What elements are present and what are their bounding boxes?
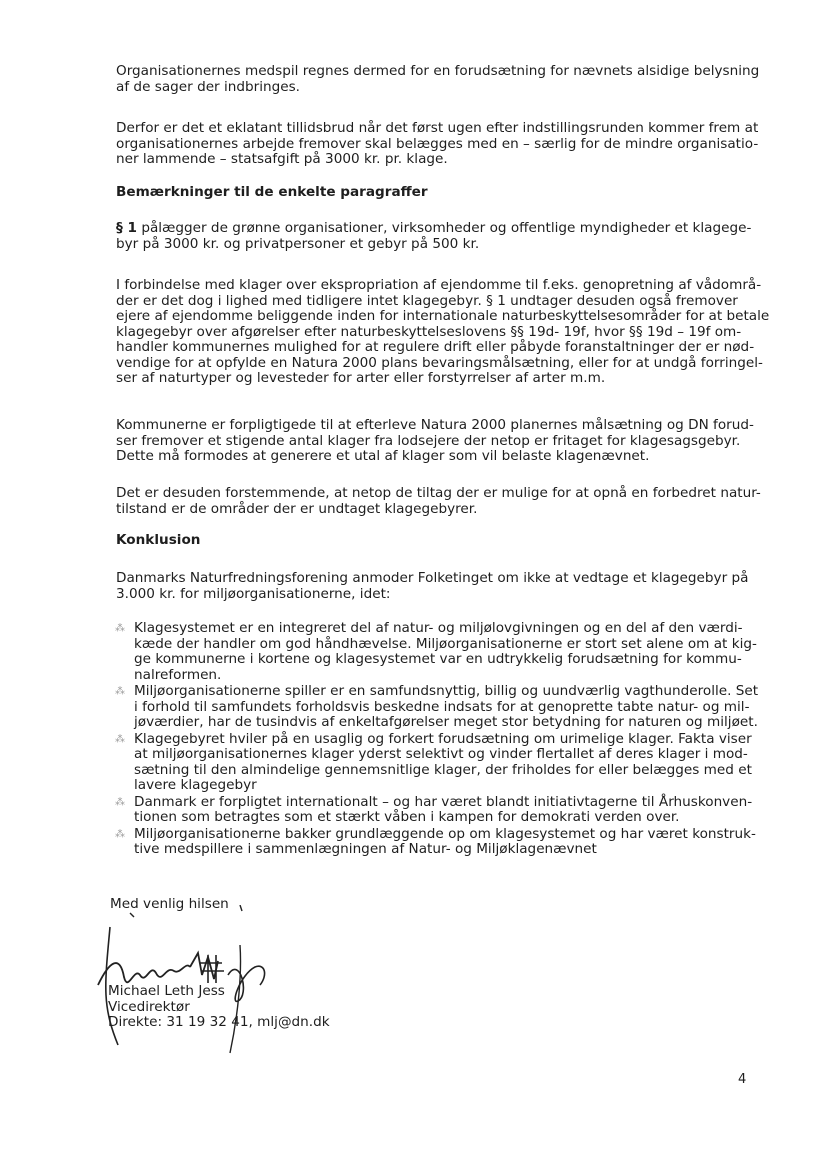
text-line: I forbindelse med klager over ekspropriation af ejendomme til f.eks. genopretning af vådområ-: [116, 277, 762, 293]
text-line: byr på 3000 kr. og privatpersoner et gebyr på 500 kr.: [116, 235, 480, 252]
paragraph-municipalities: [116, 418, 756, 465]
paragraph-disheartening: [116, 485, 761, 517]
text-line: Miljøorganisationerne bakker grundlæggende op om klagesystemet og har været konstruk-: [134, 825, 756, 842]
text-line: nalreformen.: [134, 666, 222, 683]
text-line: ejere af ejendomme beliggende inden for internationale naturbeskyttelsesområder for at betale: [116, 308, 770, 324]
text-line: [116, 221, 756, 237]
section-1-paragraph: [116, 221, 756, 252]
text-line: tilstand er de områder der er undtaget klagegebyrer.: [116, 500, 478, 517]
text-line: Miljøorganisationerne spiller er en samfundsnyttig, billig og uundværlig vagthunderolle. Set: [134, 683, 759, 699]
list-item: [112, 732, 762, 794]
text-line: klagegebyr over afgørelser efter naturbeskyttelseslovens §§ 19d- 19f, hvor §§ 19d – 19f om-: [116, 323, 742, 340]
list-item: [112, 795, 762, 826]
text-line: at miljøorganisationernes klager yderst selektivt og vinder flertallet af deres klager i mod-: [134, 746, 748, 762]
closing-salutation: Med venlig hilsen: [110, 896, 229, 912]
signer-block: [108, 984, 408, 1031]
text-line: tionen som betragtes som et stærkt våben i kampen for demokrati verden over.: [134, 809, 680, 825]
text-line: kæde der handler om god håndhævelse. Miljøorganisationerne er stort set alene om at kig-: [134, 635, 757, 652]
text-line: ner lammende – statsafgift på 3000 kr. pr. klage.: [116, 151, 448, 167]
conclusion-intro: [116, 571, 756, 602]
text-line: lavere klagegebyr: [134, 777, 257, 793]
text-line: Kommunerne er forpligtigede til at efterleve Natura 2000 planernes målsætning og DN forud-: [116, 417, 754, 433]
list-item: [112, 827, 762, 858]
text-line: ge kommunerne i kortene og klagesystemet var en udtrykkelig forudsætning for kommu-: [134, 651, 742, 667]
paragraph-ref: § 1: [116, 220, 137, 236]
text-line: der er det dog i lighed med tidligere intet klagegebyr. § 1 undtager desuden også fremover: [116, 292, 738, 309]
bullet-icon: ⁂: [115, 828, 125, 840]
handwritten-signature: [90, 905, 280, 1055]
text-line: 3.000 kr. for miljøorganisationerne, idet:: [116, 585, 391, 602]
text-line: ser fremover et stigende antal klager fra lodsejere der netop er fritaget for klagesagsgebyr.: [116, 432, 741, 449]
signer-contact: Direkte: 31 19 32 41, mlj@dn.dk: [108, 1014, 330, 1030]
text-line: organisationernes arbejde fremover skal belægges med en – særlig for de mindre organisatio-: [116, 135, 759, 152]
list-item: [112, 621, 762, 683]
section-heading-conclusion: [116, 533, 756, 549]
text-line: sætning til den almindelige gennemsnitlige klager, der friholdes for eller belægges med et: [134, 761, 752, 778]
text-run: pålægger de grønne organisationer, virksomheder og offentlige myndigheder et klagege-: [137, 220, 752, 236]
text-line: handler kommunernes mulighed for at regulere drift eller påbyde foranstaltninger der er nød-: [116, 339, 755, 355]
paragraph-expropriation: [116, 277, 770, 387]
text-line: Det er desuden forstemmende, at netop de tiltag der er mulige for at opnå en forbedret natur-: [116, 485, 761, 501]
text-line: af de sager der indbringes.: [116, 78, 300, 95]
signer-name: Michael Leth Jess: [108, 983, 225, 999]
section-heading-paragraphs: [116, 185, 756, 201]
list-item: [112, 684, 762, 731]
heading-text: Konklusion: [116, 532, 201, 548]
text-line: ser af naturtyper og levesteder for arter eller forstyrrelser af arter m.m.: [116, 370, 606, 386]
paragraph-2: [116, 120, 759, 168]
bullet-icon: ⁂: [115, 686, 125, 697]
bullet-icon: ⁂: [115, 623, 125, 634]
conclusion-bullet-list: [112, 621, 762, 859]
text-line: Danmarks Naturfredningsforening anmoder Folketinget om ikke at vedtage et klagegebyr på: [116, 570, 749, 586]
paragraph-1: [116, 63, 760, 95]
text-line: Klagegebyret hviler på en usaglig og forkert forudsætning om urimelige klager. Fakta viser: [134, 730, 752, 747]
text-line: Klagesystemet er en integreret del af natur- og miljølovgivningen og en del af den værdi-: [134, 620, 743, 636]
text-line: Dette må formodes at generere et utal af klager som vil belaste klagenævnet.: [116, 448, 650, 464]
text-line: i forhold til samfundets forholdsvis beskedne indsats for at genoprette tabte natur- og mil-: [134, 698, 750, 715]
signer-title: Vicedirektør: [108, 998, 190, 1015]
text-line: Organisationernes medspil regnes dermed for en forudsætning for nævnets alsidige belysning: [116, 63, 760, 79]
text-line: vendige for at opfylde en Natura 2000 plans bevaringsmålsætning, eller for at undgå forringel-: [116, 354, 763, 371]
text-line: tive medspillere i sammenlægningen af Natur- og Miljøklagenævnet: [134, 841, 597, 857]
text-line: jøværdier, har de tusindvis af enkeltafgørelser meget stor betydning for naturen og miljøet.: [134, 714, 758, 730]
bullet-icon: ⁂: [115, 796, 125, 808]
heading-text: Bemærkninger til de enkelte paragraffer: [116, 184, 428, 200]
text-line: Danmark er forpligtet internationalt – og har været blandt initiativtagerne til Århuskonven-: [134, 793, 753, 810]
text-line: Derfor er det et eklatant tillidsbrud når det først ugen efter indstillingsrunden kommer frem at: [116, 120, 759, 136]
page-number: 4: [738, 1072, 747, 1087]
bullet-icon: ⁂: [115, 733, 125, 745]
